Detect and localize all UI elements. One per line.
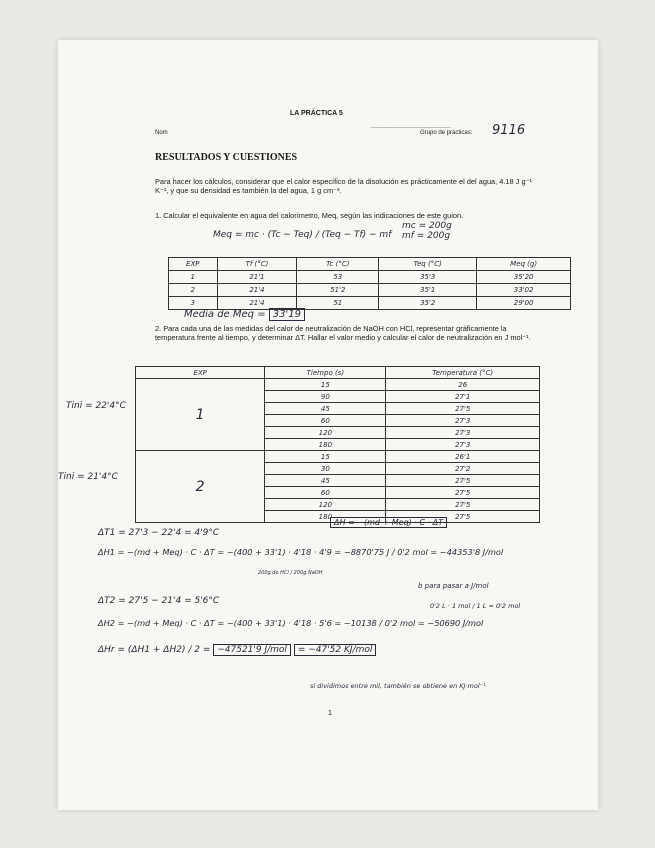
calc-delta-hr-expression: ΔHr = (ΔH1 + ΔH2) / 2 = [98, 645, 211, 655]
table-cell: 35'20 [477, 271, 571, 284]
table-cell: 180 [265, 439, 386, 451]
table-cell: 51 [297, 297, 379, 310]
table-cell: 33'02 [477, 284, 571, 297]
table-cell: 27'5 [386, 475, 540, 487]
table-cell: 60 [265, 487, 386, 499]
table-cell: 27'5 [386, 487, 540, 499]
table-cell: 120 [265, 499, 386, 511]
table-cell: 29'00 [477, 297, 571, 310]
table-row [136, 451, 540, 463]
mass-mc: mc = 200g [402, 221, 452, 231]
table-cell: 35'3 [379, 271, 477, 284]
media-label: Media de Meq = [184, 309, 266, 320]
mass-mf: mf = 200g [402, 231, 451, 241]
group-number: 9116 [492, 123, 526, 138]
mass-values [402, 221, 452, 241]
table-cell: 90 [265, 391, 386, 403]
document-title: LA PRÁCTICA 5 [290, 110, 343, 117]
table-header-cell: Teq (°C) [379, 258, 477, 271]
table-cell: 27'3 [386, 427, 540, 439]
table-cell: 15 [265, 379, 386, 391]
calc-note-units: b para pasar a J/mol [418, 582, 489, 590]
section-title: RESULTADOS Y CUESTIONES [155, 152, 298, 163]
table-header-cell: Temperatura (°C) [386, 367, 540, 379]
table-row [169, 297, 571, 310]
table-header-cell: EXP [136, 367, 265, 379]
table-cell: 27'5 [386, 403, 540, 415]
meq-table [168, 257, 571, 310]
table-cell: 27'1 [386, 391, 540, 403]
table-cell: 2 [169, 284, 218, 297]
result-kjmol: = −47'52 KJ/mol [294, 644, 377, 656]
calc-delta-t2: ΔT2 = 27'5 − 21'4 = 5'6°C [98, 596, 220, 606]
exp-label: 2 [136, 451, 265, 523]
table-cell: 1 [169, 271, 218, 284]
table-header-row [169, 258, 571, 271]
table-header-cell: Tiempo (s) [265, 367, 386, 379]
table-cell: 45 [265, 403, 386, 415]
table-cell: 27'3 [386, 439, 540, 451]
media-value: 33'19 [269, 308, 305, 321]
table-cell: 35'1 [379, 284, 477, 297]
table-cell: 21'4 [217, 297, 297, 310]
exp-label: 1 [136, 379, 265, 451]
table-cell: 21'4 [217, 284, 297, 297]
calc-delta-t1: ΔT1 = 27'3 − 22'4 = 4'9°C [98, 528, 220, 538]
table-cell: 120 [265, 427, 386, 439]
table-row [169, 271, 571, 284]
table-cell: 15 [265, 451, 386, 463]
tini-exp2: Tini = 21'4°C [58, 472, 118, 482]
result-jmol: −47521'9 J/mol [213, 644, 291, 656]
tini-exp1: Tini = 22'4°C [66, 401, 126, 411]
table-row [169, 284, 571, 297]
temperature-table [135, 366, 540, 523]
calc-delta-h2: ΔH2 = −(md + Meq) · C · ΔT = −(400 + 33'1) · 4'18 · 5'6 = −10138 / 0'2 mol = −50690 J/mol [98, 618, 484, 628]
calc-delta-hr [98, 645, 568, 655]
page-number: 1 [328, 710, 332, 717]
table-header-cell: Tc (°C) [297, 258, 379, 271]
table-cell: 45 [265, 475, 386, 487]
table-row [136, 379, 540, 391]
table-header-cell: Tf (°C) [217, 258, 297, 271]
table-cell: 26 [386, 379, 540, 391]
table-cell: 53 [297, 271, 379, 284]
table-cell: 27'2 [386, 463, 540, 475]
table-cell: 3 [169, 297, 218, 310]
table-header-row [136, 367, 540, 379]
table-cell: 27'5 [386, 511, 540, 523]
question-2: 2. Para cada una de las medidas del calor de neutralización de NaOH con HCl, representar gráficamente la temperatura frente al tiempo, y determinar ΔT. Hallar el valor medio y calcular el calor de neutralización en J mol⁻¹. [155, 324, 531, 342]
table-cell: 27'5 [386, 499, 540, 511]
calc-note-kj: si dividimos entre mil, también se obtiene en KJ·mol⁻¹ [310, 682, 486, 690]
table-cell: 60 [265, 415, 386, 427]
calc-note-reagents: 200g de HCl / 200g NaOH [258, 570, 323, 576]
group-label: Grupo de prácticas: [420, 130, 473, 136]
name-dotted-line: ………………………………………… [370, 124, 450, 130]
calc-note-moles: 0'2 L · 1 mol / 1 L = 0'2 mol [430, 602, 521, 610]
table-cell: 51'2 [297, 284, 379, 297]
table-cell: 180 [265, 511, 386, 523]
media-meq [184, 309, 305, 320]
table-cell: 30 [265, 463, 386, 475]
table-cell: 26'1 [386, 451, 540, 463]
question-1: 1. Calcular el equivalente en agua del calorímetro, Meq, según las indicaciones de este guion. [155, 211, 464, 220]
table-header-cell: EXP [169, 258, 218, 271]
table-cell: 35'2 [379, 297, 477, 310]
table-cell: 21'1 [217, 271, 297, 284]
table-cell: 27'3 [386, 415, 540, 427]
meq-formula: Meq = mc · (Tc − Teq) / (Teq − Tf) − mf [213, 230, 392, 240]
calc-delta-h1: ΔH1 = −(md + Meq) · C · ΔT = −(400 + 33'1) · 4'18 · 4'9 = −8870'75 J / 0'2 mol = −44353'8 J/mol [98, 547, 504, 557]
intro-paragraph: Para hacer los cálculos, considerar que el calor específico de la disolución es prácticamente el del agua, 4.18 J g⁻¹ K⁻¹, y que su densidad es también la del agua, 1 g cm⁻³. [155, 177, 532, 195]
dh-formula-box: ΔH = −(md + Meq) · C · ΔT [330, 517, 447, 528]
name-label: Nom [155, 130, 168, 136]
table-header-cell: Meq (g) [477, 258, 571, 271]
